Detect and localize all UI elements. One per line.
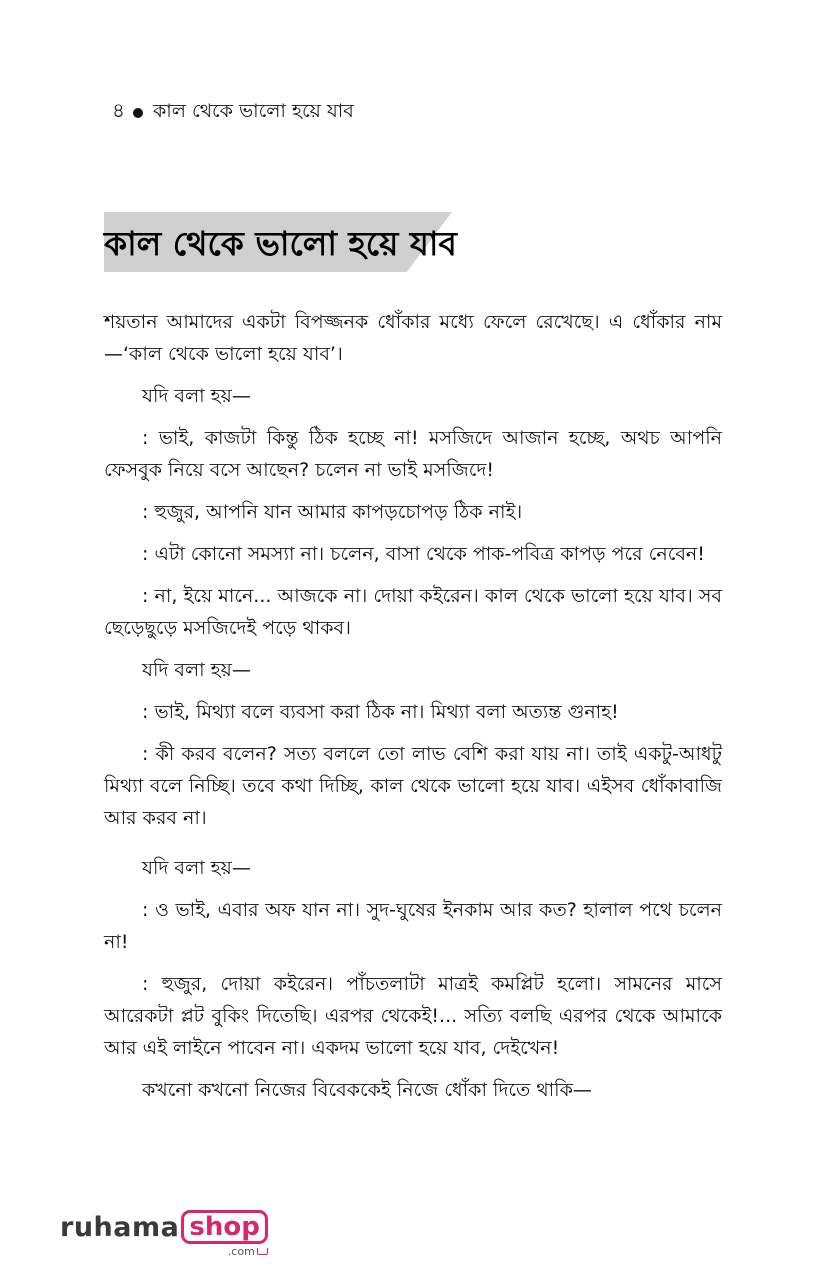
paragraph: : ও ভাই, এবার অফ যান না। সুদ-ঘুষের ইনকাম আর কত? হালাল পথে চলেন না!	[104, 899, 722, 953]
paragraph: : হুজুর, আপনি যান আমার কাপড়চোপড় ঠিক নাই।	[142, 501, 523, 523]
paragraph: যদি বলা হয়—	[142, 857, 251, 879]
paragraph: যদি বলা হয়—	[142, 659, 251, 681]
paragraph: : ভাই, মিথ্যা বলে ব্যবসা করা ঠিক না। মিথ্যা বলা অত্যন্ত গুনাহ!	[142, 701, 619, 723]
running-title: কাল থেকে ভালো হয়ে যাব	[152, 99, 354, 122]
chapter-title: কাল থেকে ভালো হয়ে যাব	[104, 224, 457, 263]
paragraph: যদি বলা হয়—	[142, 385, 251, 407]
cart-icon	[257, 1248, 268, 1255]
bullet-dot	[133, 108, 143, 118]
paragraph: : ভাই, কাজটা কিন্তু ঠিক হচ্ছে না! মসজিদে আজান হচ্ছে, অথচ আপনি ফেসবুক নিয়ে বসে আছেন? চলেন না ভাই মসজিদে!	[104, 427, 722, 481]
logo-ruhama-text: ruhama	[60, 1212, 180, 1243]
page-number: ৪	[112, 98, 125, 122]
paragraph: : না, ইয়ে মানে... আজকে না। দোয়া কইরেন। কাল থেকে ভালো হয়ে যাব। সব ছেড়েছুড়ে মসজিদেই পড়ে থাকব।	[104, 585, 722, 639]
running-header	[112, 96, 354, 129]
paragraph: : কী করব বলেন? সত্য বললে তো লাভ বেশি করা যায় না। তাই একটু-আধটু মিথ্যা বলে নিচ্ছি। তবে কথা দিচ্ছি, কাল থেকে ভালো হয়ে যাব। এইসব ধোঁকাবাজি আর করব না।	[104, 743, 722, 829]
logo-shop-badge: shop	[181, 1210, 267, 1244]
logo-domain-text: .com	[227, 1245, 255, 1258]
body-text	[104, 306, 722, 1116]
paragraph: : এটা কোনো সমস্যা না। চলেন, বাসা থেকে পাক-পবিত্র কাপড় পরে নেবেন!	[142, 543, 705, 565]
ruhamashop-logo	[60, 1210, 268, 1258]
paragraph: : হুজুর, দোয়া কইরেন। পাঁচতলাটা মাত্রই কমপ্লিট হলো। সামনের মাসে আরেকটা প্লট বুকিং দিতেছি। এরপর থেকেই!... সত্যি বলছি এরপর থেকে আমাকে আর এই লাইনে পাবেন না। একদম ভালো হয়ে যাব, দেইখেন!	[104, 973, 722, 1059]
paragraph: কখনো কখনো নিজের বিবেককেই নিজে ধোঁকা দিতে থাকি—	[142, 1079, 592, 1101]
paragraph: শয়তান আমাদের একটা বিপজ্জনক ধোঁকার মধ্যে ফেলে রেখেছে। এ ধোঁকার নাম—‘কাল থেকে ভালো হয়ে যাব’।	[104, 311, 722, 365]
